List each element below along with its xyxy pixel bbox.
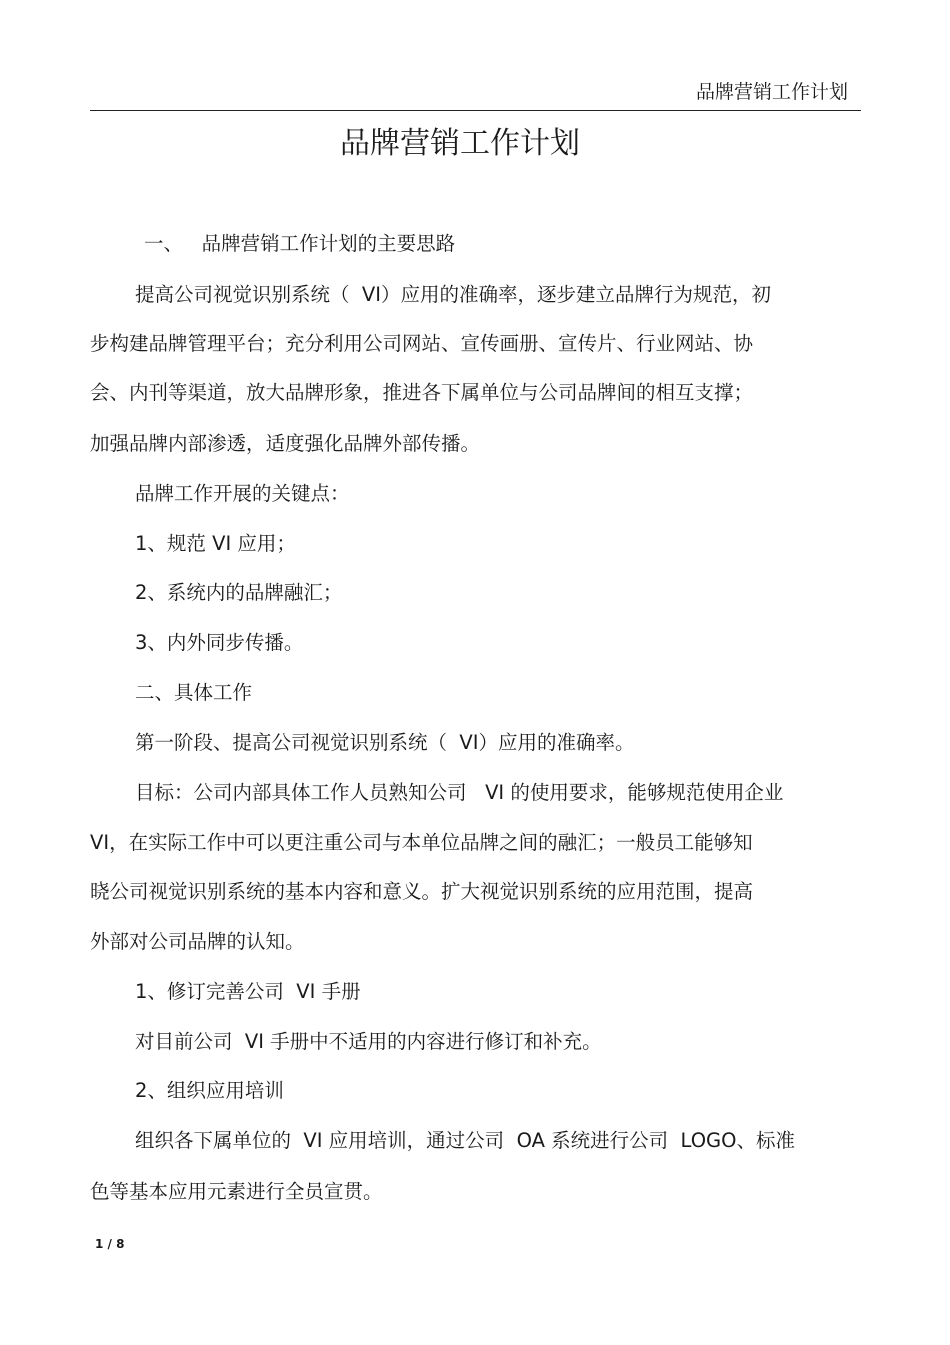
page-number: 1 / 8 <box>95 1237 125 1251</box>
paragraph-line: 外部对公司品牌的认知。 <box>90 930 305 953</box>
running-header-title: 品牌营销工作计划 <box>695 81 848 103</box>
paragraph-line: VI，在实际工作中可以更注重公司与本单位品牌之间的融汇；一般员工能够知 <box>90 831 753 854</box>
key-points-heading: 品牌工作开展的关键点： <box>135 482 350 505</box>
paragraph-line: 色等基本应用元素进行全员宣贯。 <box>90 1180 383 1203</box>
list-item: 1、规范 VI 应用； <box>135 532 296 555</box>
section-heading-1: 一、 品牌营销工作计划的主要思路 <box>144 232 456 255</box>
paragraph-line: 提高公司视觉识别系统（ VI）应用的准确率，逐步建立品牌行为规范，初 <box>135 283 771 306</box>
paragraph-line: 晓公司视觉识别系统的基本内容和意义。扩大视觉识别系统的应用范围，提高 <box>90 880 754 903</box>
subsection-heading: 2、组织应用培训 <box>135 1079 284 1102</box>
paragraph-line: 加强品牌内部渗透，适度强化品牌外部传播。 <box>90 432 481 455</box>
document-title: 品牌营销工作计划 <box>340 126 580 161</box>
stage-heading: 第一阶段、提高公司视觉识别系统（ VI）应用的准确率。 <box>135 731 635 754</box>
paragraph-line: 步构建品牌管理平台；充分利用公司网站、宣传画册、宣传片、行业网站、协 <box>90 332 754 355</box>
header-divider <box>90 110 861 111</box>
paragraph-line: 组织各下属单位的 VI 应用培训，通过公司 OA 系统进行公司 LOGO、标准 <box>135 1129 796 1152</box>
paragraph-line: 会、内刊等渠道，放大品牌形象，推进各下属单位与公司品牌间的相互支撑； <box>90 381 754 404</box>
paragraph-line: 目标：公司内部具体工作人员熟知公司 VI 的使用要求，能够规范使用企业 <box>135 781 784 804</box>
section-heading-2: 二、具体工作 <box>135 681 253 704</box>
list-item: 2、系统内的品牌融汇； <box>135 581 343 604</box>
subsection-heading: 1、修订完善公司 VI 手册 <box>135 980 361 1003</box>
list-item: 3、内外同步传播。 <box>135 631 304 654</box>
paragraph-line: 对目前公司 VI 手册中不适用的内容进行修订和补充。 <box>135 1030 602 1053</box>
